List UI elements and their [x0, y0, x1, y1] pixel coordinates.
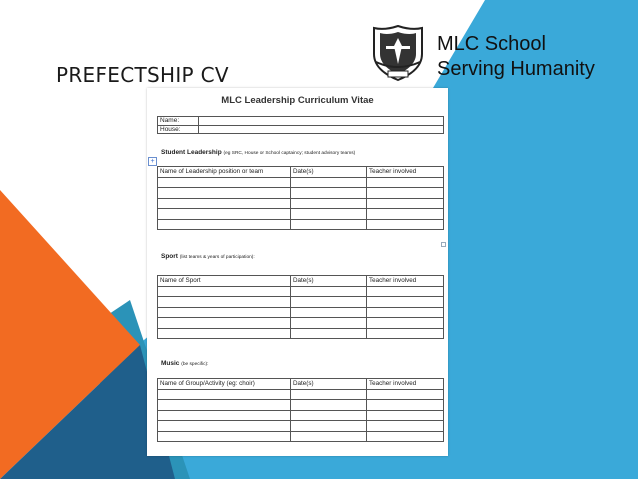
document-title: MLC Leadership Curriculum Vitae: [221, 95, 374, 106]
table-cell[interactable]: [291, 389, 367, 400]
table-cell[interactable]: [158, 318, 291, 329]
table-row: [158, 177, 444, 188]
table-row: [158, 198, 444, 209]
table-cell[interactable]: [158, 410, 291, 421]
table-cell[interactable]: [291, 431, 367, 442]
table-cell[interactable]: [367, 286, 444, 297]
section-title: Sport: [161, 253, 178, 260]
table-move-handle-icon[interactable]: +: [148, 157, 157, 166]
table-cell[interactable]: [367, 198, 444, 209]
table-cell[interactable]: [291, 188, 367, 199]
table-row: [158, 297, 444, 308]
table-row: [158, 286, 444, 297]
table-row: [158, 431, 444, 442]
table-cell[interactable]: [367, 219, 444, 230]
table-cell[interactable]: [158, 307, 291, 318]
section-title: Student Leadership: [161, 149, 222, 156]
music-table: [157, 378, 444, 442]
column-header: Name of Leadership position or team: [158, 167, 291, 178]
table-row: [158, 328, 444, 339]
column-header: Name of Sport: [158, 276, 291, 287]
table-cell[interactable]: [367, 209, 444, 220]
leadership-table: [157, 166, 444, 230]
table-cell[interactable]: [158, 286, 291, 297]
school-branding: [437, 32, 595, 82]
section-heading-sport: [161, 253, 255, 260]
table-cell[interactable]: [367, 297, 444, 308]
table-cell[interactable]: [158, 431, 291, 442]
column-header: Name of Group/Activity (eg: choir): [158, 379, 291, 390]
house-field[interactable]: [199, 125, 444, 134]
house-label: House:: [158, 125, 199, 134]
table-cell[interactable]: [367, 389, 444, 400]
slide-title: PREFECTSHIP CV: [56, 63, 229, 87]
name-field[interactable]: [199, 117, 444, 126]
table-row: [158, 410, 444, 421]
table-cell[interactable]: [367, 328, 444, 339]
table-cell[interactable]: [158, 209, 291, 220]
table-row: [158, 188, 444, 199]
table-cell[interactable]: [158, 400, 291, 411]
table-cell[interactable]: [367, 177, 444, 188]
table-cell[interactable]: [367, 421, 444, 432]
name-label: Name:: [158, 117, 199, 126]
school-crest-icon: [368, 24, 428, 82]
table-cell[interactable]: [367, 431, 444, 442]
table-cell[interactable]: [158, 389, 291, 400]
table-header-row: [158, 276, 444, 287]
table-cell[interactable]: [291, 219, 367, 230]
table-cell[interactable]: [158, 421, 291, 432]
table-cell[interactable]: [291, 328, 367, 339]
name-house-table: [157, 116, 444, 134]
table-cell[interactable]: [291, 297, 367, 308]
table-row: [158, 318, 444, 329]
house-row: [158, 125, 444, 134]
sport-table: [157, 275, 444, 339]
table-cell[interactable]: [291, 307, 367, 318]
table-cell[interactable]: [158, 177, 291, 188]
table-cell[interactable]: [158, 297, 291, 308]
table-cell[interactable]: [158, 219, 291, 230]
table-cell[interactable]: [367, 318, 444, 329]
section-title: Music: [161, 360, 180, 367]
table-resize-handle[interactable]: [441, 242, 446, 247]
table-header-row: [158, 379, 444, 390]
column-header: Date(s): [291, 379, 367, 390]
section-hint: (be specific):: [181, 362, 209, 367]
table-cell[interactable]: [291, 400, 367, 411]
table-cell[interactable]: [291, 286, 367, 297]
column-header: Date(s): [291, 276, 367, 287]
table-cell[interactable]: [291, 318, 367, 329]
table-cell[interactable]: [158, 188, 291, 199]
table-cell[interactable]: [367, 400, 444, 411]
table-cell[interactable]: [291, 410, 367, 421]
school-motto: Serving Humanity: [437, 58, 595, 80]
table-cell[interactable]: [367, 188, 444, 199]
section-hint: (list teams & years of participation):: [179, 255, 255, 260]
section-heading-music: [161, 360, 208, 367]
table-cell[interactable]: [158, 328, 291, 339]
cv-document: [147, 88, 448, 456]
table-cell[interactable]: [291, 198, 367, 209]
table-row: [158, 219, 444, 230]
column-header: Teacher involved: [367, 167, 444, 178]
table-row: [158, 421, 444, 432]
column-header: Teacher involved: [367, 379, 444, 390]
table-row: [158, 307, 444, 318]
section-heading-leadership: [161, 149, 355, 156]
table-row: [158, 400, 444, 411]
table-cell[interactable]: [158, 198, 291, 209]
name-row: [158, 117, 444, 126]
column-header: Date(s): [291, 167, 367, 178]
table-cell[interactable]: [291, 421, 367, 432]
column-header: Teacher involved: [367, 276, 444, 287]
table-row: [158, 389, 444, 400]
table-cell[interactable]: [291, 177, 367, 188]
school-name: MLC School: [437, 33, 546, 55]
section-hint: (eg SRC, House or School captaincy; student advisory teams): [223, 151, 356, 156]
table-cell[interactable]: [367, 307, 444, 318]
table-header-row: [158, 167, 444, 178]
table-cell[interactable]: [367, 410, 444, 421]
table-cell[interactable]: [291, 209, 367, 220]
table-row: [158, 209, 444, 220]
